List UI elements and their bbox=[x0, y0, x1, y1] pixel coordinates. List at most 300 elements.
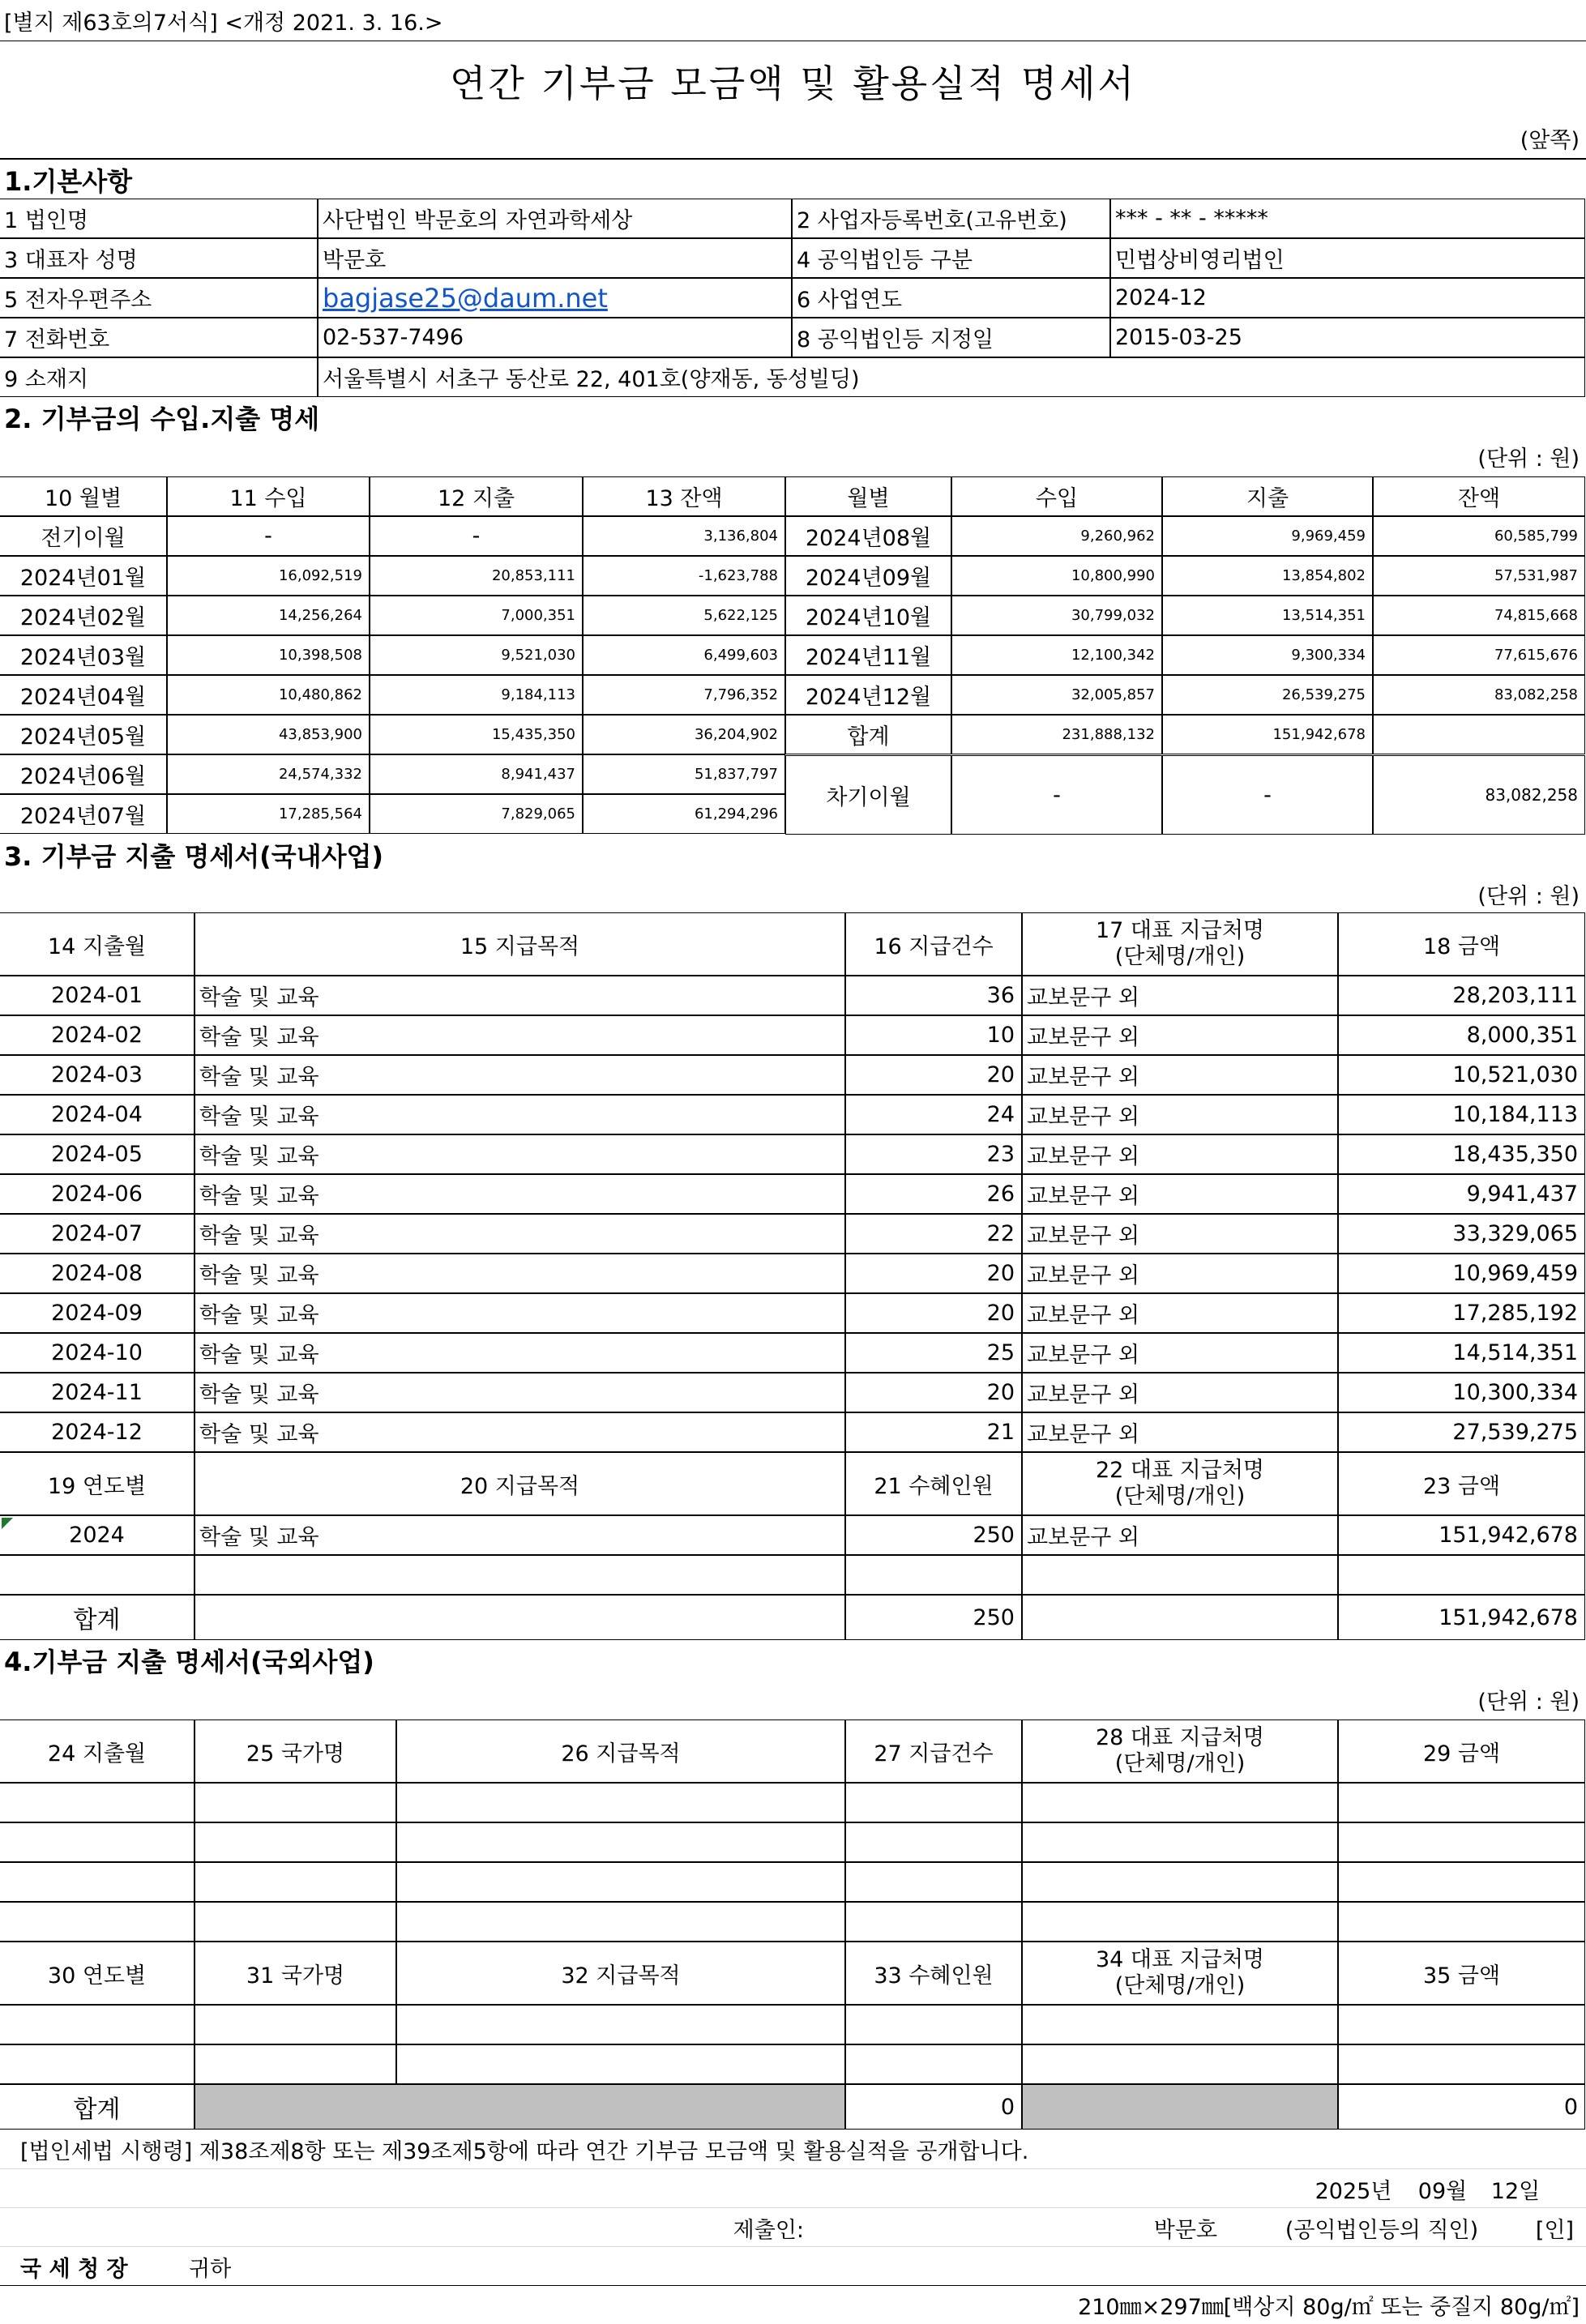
expense-payee: 교보문구 외 bbox=[1022, 976, 1338, 1015]
blank-cell bbox=[0, 1902, 195, 1942]
ledger-income: 231,888,132 bbox=[951, 715, 1162, 754]
ledger-expense: 26,539,275 bbox=[1162, 675, 1373, 715]
expense-purpose: 학술 및 교육 bbox=[195, 1412, 845, 1452]
blank-cell bbox=[1338, 2044, 1585, 2084]
blank-cell bbox=[0, 1783, 195, 1822]
section2-heading: 2. 기부금의 수입.지출 명세 bbox=[4, 404, 320, 434]
expense-amount: 14,514,351 bbox=[1338, 1333, 1585, 1373]
s3-year-head-amount: 23 금액 bbox=[1338, 1452, 1585, 1515]
table-row bbox=[0, 976, 1586, 1015]
section1-heading-row bbox=[0, 158, 1586, 200]
rep-name-value: 박문호 bbox=[318, 238, 792, 278]
carry-forward-income: - bbox=[951, 755, 1162, 835]
ledger-balance: 7,796,352 bbox=[583, 675, 785, 715]
expense-payee: 교보문구 외 bbox=[1022, 1373, 1338, 1412]
s3-head-payee-line2: (단체명/개인) bbox=[1114, 944, 1246, 969]
expense-month: 2024-02 bbox=[0, 1015, 195, 1055]
s3-year-head-year: 19 연도별 bbox=[0, 1452, 195, 1515]
s2-head-balance-2: 잔액 bbox=[1373, 476, 1585, 516]
s2-head-balance: 13 잔액 bbox=[583, 476, 785, 516]
email-label: 5 전자우편주소 bbox=[0, 278, 318, 318]
phone-value: 02-537-7496 bbox=[318, 318, 792, 357]
basic-row-2 bbox=[0, 238, 1586, 278]
ledger-income: 30,799,032 bbox=[951, 596, 1162, 635]
section3-header-row bbox=[0, 912, 1586, 976]
section1-heading: 1.기본사항 bbox=[4, 166, 133, 197]
basic-row-5 bbox=[0, 357, 1586, 397]
expense-purpose: 학술 및 교육 bbox=[195, 1214, 845, 1254]
s4-year-head-year: 30 연도별 bbox=[0, 1942, 195, 2005]
blank-row bbox=[0, 2044, 1586, 2084]
ledger-row-right bbox=[0, 635, 1586, 675]
ledger-month: 전기이월 bbox=[0, 516, 167, 556]
ledger-income: 43,853,900 bbox=[167, 715, 370, 754]
blank-cell bbox=[845, 1555, 1022, 1595]
rep-name-label: 3 대표자 성명 bbox=[0, 238, 318, 278]
carry-forward-expense: - bbox=[1162, 755, 1373, 835]
ledger-expense: 7,000,351 bbox=[370, 596, 583, 635]
recipient: 국 세 청 장 bbox=[20, 2256, 128, 2282]
date-year: 2025년 bbox=[1315, 2178, 1392, 2204]
expense-purpose: 학술 및 교육 bbox=[195, 1254, 845, 1293]
s3-head-payee bbox=[1022, 912, 1338, 976]
expense-count: 20 bbox=[845, 1254, 1022, 1293]
expense-purpose: 학술 및 교육 bbox=[195, 1293, 845, 1333]
s4-head-payee bbox=[1022, 1720, 1338, 1783]
expense-payee: 교보문구 외 bbox=[1022, 1095, 1338, 1134]
fiscal-year-value: 2024-12 bbox=[1110, 278, 1585, 318]
table-row bbox=[0, 1333, 1586, 1373]
s4-year-head-amount: 35 금액 bbox=[1338, 1942, 1585, 2005]
s4-year-head-beneficiaries: 33 수혜인원 bbox=[845, 1942, 1022, 2005]
ledger-month: 2024년10월 bbox=[785, 596, 951, 635]
expense-amount: 10,300,334 bbox=[1338, 1373, 1585, 1412]
section2-header-row bbox=[0, 476, 1586, 516]
blank-cell bbox=[845, 1862, 1022, 1902]
s4-total-row bbox=[0, 2084, 1586, 2130]
biz-no-value: *** - ** - ***** bbox=[1110, 199, 1585, 238]
s3-year-head-beneficiaries: 21 수혜인원 bbox=[845, 1452, 1022, 1515]
expense-payee: 교보문구 외 bbox=[1022, 1254, 1338, 1293]
ledger-income: 10,398,508 bbox=[167, 635, 370, 675]
table-row bbox=[0, 1293, 1586, 1333]
blank-cell bbox=[1338, 1822, 1585, 1862]
s3-year-value bbox=[0, 1515, 195, 1555]
expense-count: 20 bbox=[845, 1373, 1022, 1412]
ledger-expense: 9,521,030 bbox=[370, 635, 583, 675]
s4-head-count: 27 지급건수 bbox=[845, 1720, 1022, 1783]
ledger-expense: 7,829,065 bbox=[370, 794, 583, 834]
paper-spec-row bbox=[0, 2285, 1586, 2324]
s4-head-month: 24 지출월 bbox=[0, 1720, 195, 1783]
section4-heading: 4.기부금 지출 명세서(국외사업) bbox=[4, 1647, 374, 1677]
ledger-row-right bbox=[0, 715, 1586, 754]
shaded-cell bbox=[1022, 2084, 1338, 2130]
legal-notice: [법인세법 시행령] 제38조제8항 또는 제39조제5항에 따라 연간 기부금 모금액 및 활용실적을 공개합니다. bbox=[20, 2138, 1029, 2164]
ledger-income: 24,574,332 bbox=[167, 754, 370, 794]
ledger-income: 10,800,990 bbox=[951, 556, 1162, 596]
blank-cell bbox=[195, 1902, 396, 1942]
ledger-balance: -1,623,788 bbox=[583, 556, 785, 596]
blank-cell bbox=[845, 1783, 1022, 1822]
carry-forward-balance: 83,082,258 bbox=[1373, 755, 1585, 835]
expense-purpose: 학술 및 교육 bbox=[195, 1373, 845, 1412]
ledger-expense: 8,941,437 bbox=[370, 754, 583, 794]
corp-type-value: 민법상비영리법인 bbox=[1110, 238, 1585, 278]
s3-total-beneficiaries: 250 bbox=[845, 1595, 1022, 1640]
date-month: 09월 bbox=[1417, 2178, 1468, 2204]
section4-header-row bbox=[0, 1720, 1586, 1783]
blank-cell bbox=[195, 1862, 396, 1902]
s2-head-income: 11 수입 bbox=[167, 476, 370, 516]
expense-count: 26 bbox=[845, 1174, 1022, 1214]
table-row bbox=[0, 1055, 1586, 1095]
expense-purpose: 학술 및 교육 bbox=[195, 1095, 845, 1134]
ledger-balance bbox=[1373, 715, 1585, 754]
table-row bbox=[0, 1095, 1586, 1134]
blank-cell bbox=[195, 1555, 845, 1595]
s4-head-payee-line1: 28 대표 지급처명 bbox=[1095, 1724, 1264, 1750]
expense-amount: 9,941,437 bbox=[1338, 1174, 1585, 1214]
expense-purpose: 학술 및 교육 bbox=[195, 1055, 845, 1095]
section2-unit-row bbox=[0, 438, 1586, 475]
s4-total-beneficiaries: 0 bbox=[845, 2084, 1022, 2130]
s3-total-label: 합계 bbox=[0, 1595, 195, 1640]
blank-cell bbox=[1022, 1862, 1338, 1902]
ledger-income: 9,260,962 bbox=[951, 516, 1162, 556]
ledger-balance: 3,136,804 bbox=[583, 516, 785, 556]
expense-count: 21 bbox=[845, 1412, 1022, 1452]
expense-month: 2024-11 bbox=[0, 1373, 195, 1412]
expense-amount: 10,184,113 bbox=[1338, 1095, 1585, 1134]
expense-payee: 교보문구 외 bbox=[1022, 1333, 1338, 1373]
page-side-row bbox=[0, 120, 1586, 156]
expense-amount: 8,000,351 bbox=[1338, 1015, 1585, 1055]
table-row bbox=[0, 1254, 1586, 1293]
ledger-balance: 51,837,797 bbox=[583, 754, 785, 794]
expense-month: 2024-12 bbox=[0, 1412, 195, 1452]
section4-unit-row bbox=[0, 1681, 1586, 1718]
s3-year-head-payee-line2: (단체명/개인) bbox=[1114, 1484, 1246, 1509]
expense-payee: 교보문구 외 bbox=[1022, 1293, 1338, 1333]
s3-head-purpose: 15 지급목적 bbox=[195, 912, 845, 976]
section3-heading-row bbox=[0, 835, 1586, 875]
ledger-month: 2024년12월 bbox=[785, 675, 951, 715]
expense-count: 10 bbox=[845, 1015, 1022, 1055]
s3-year-row bbox=[0, 1515, 1586, 1555]
email-value-cell bbox=[318, 278, 792, 318]
expense-count: 36 bbox=[845, 976, 1022, 1015]
s3-year-beneficiaries: 250 bbox=[845, 1515, 1022, 1555]
submitter-label: 제출인: bbox=[733, 2217, 804, 2243]
ledger-balance: 83,082,258 bbox=[1373, 675, 1585, 715]
recipient-row bbox=[0, 2246, 1586, 2286]
blank-cell bbox=[0, 1862, 195, 1902]
ledger-expense: 151,942,678 bbox=[1162, 715, 1373, 754]
phone-label: 7 전화번호 bbox=[0, 318, 318, 357]
s3-total-amount: 151,942,678 bbox=[1338, 1595, 1585, 1640]
submitter-row bbox=[0, 2207, 1586, 2247]
expense-amount: 28,203,111 bbox=[1338, 976, 1585, 1015]
s4-year-head-payee bbox=[1022, 1942, 1338, 2005]
s2-head-month-2: 월별 bbox=[785, 476, 951, 516]
ledger-income: 10,480,862 bbox=[167, 675, 370, 715]
email-link[interactable]: bagjase25@daum.net bbox=[323, 282, 608, 314]
ledger-balance: 60,585,799 bbox=[1373, 516, 1585, 556]
table-row bbox=[0, 1174, 1586, 1214]
s3-head-payee-line1: 17 대표 지급처명 bbox=[1095, 917, 1264, 943]
date-row bbox=[0, 2168, 1586, 2208]
expense-amount: 17,285,192 bbox=[1338, 1293, 1585, 1333]
ledger-balance: 6,499,603 bbox=[583, 635, 785, 675]
ledger-expense: 15,435,350 bbox=[370, 715, 583, 754]
blank-cell bbox=[1022, 1822, 1338, 1862]
expense-count: 22 bbox=[845, 1214, 1022, 1254]
basic-row-3 bbox=[0, 278, 1586, 318]
ledger-row-right bbox=[0, 556, 1586, 596]
expense-amount: 33,329,065 bbox=[1338, 1214, 1585, 1254]
s3-year-text: 2024 bbox=[69, 1523, 125, 1548]
expense-count: 25 bbox=[845, 1333, 1022, 1373]
title-row bbox=[0, 41, 1586, 121]
blank-cell bbox=[1338, 1902, 1585, 1942]
s4-head-purpose: 26 지급목적 bbox=[396, 1720, 845, 1783]
table-row bbox=[0, 1373, 1586, 1412]
basic-row-4 bbox=[0, 318, 1586, 357]
blank-cell bbox=[845, 2044, 1022, 2084]
blank-cell bbox=[1022, 1595, 1338, 1640]
s3-blank-row bbox=[0, 1555, 1586, 1595]
expense-purpose: 학술 및 교육 bbox=[195, 976, 845, 1015]
ledger-month: 2024년11월 bbox=[785, 635, 951, 675]
expense-count: 23 bbox=[845, 1134, 1022, 1174]
expense-month: 2024-05 bbox=[0, 1134, 195, 1174]
s4-year-head-payee-line2: (단체명/개인) bbox=[1114, 1973, 1246, 1998]
ledger-income: 12,100,342 bbox=[951, 635, 1162, 675]
expense-amount: 27,539,275 bbox=[1338, 1412, 1585, 1452]
blank-cell bbox=[195, 1783, 396, 1822]
s4-year-head-country: 31 국가명 bbox=[195, 1942, 396, 2005]
blank-cell bbox=[396, 2044, 845, 2084]
s3-head-month: 14 지출월 bbox=[0, 912, 195, 976]
ledger-month: 2024년06월 bbox=[0, 754, 167, 794]
section3-heading: 3. 기부금 지출 명세서(국내사업) bbox=[4, 841, 384, 872]
form-reference: [별지 제63호의7서식] <개정 2021. 3. 16.> bbox=[4, 10, 443, 36]
ledger-income: 17,285,564 bbox=[167, 794, 370, 834]
expense-payee: 교보문구 외 bbox=[1022, 1055, 1338, 1095]
s3-head-amount: 18 금액 bbox=[1338, 912, 1585, 976]
ledger-balance: 36,204,902 bbox=[583, 715, 785, 754]
expense-month: 2024-08 bbox=[0, 1254, 195, 1293]
expense-purpose: 학술 및 교육 bbox=[195, 1333, 845, 1373]
blank-cell bbox=[1338, 1555, 1585, 1595]
blank-cell bbox=[1022, 1783, 1338, 1822]
s3-year-payee: 교보문구 외 bbox=[1022, 1515, 1338, 1555]
seal-note: (공익법인등의 직인) bbox=[1285, 2217, 1479, 2243]
s3-year-head-payee-line1: 22 대표 지급처명 bbox=[1095, 1457, 1264, 1483]
ledger-month: 2024년03월 bbox=[0, 635, 167, 675]
biz-no-label: 2 사업자등록번호(고유번호) bbox=[792, 199, 1110, 238]
section4-unit: (단위 : 원) bbox=[1477, 1689, 1580, 1715]
ledger-balance: 74,815,668 bbox=[1373, 596, 1585, 635]
blank-cell bbox=[396, 1862, 845, 1902]
ledger-expense: - bbox=[370, 516, 583, 556]
expense-month: 2024-07 bbox=[0, 1214, 195, 1254]
corp-name-value: 사단법인 박문호의 자연과학세상 bbox=[318, 199, 792, 238]
section4-heading-row bbox=[0, 1640, 1586, 1681]
section3-year-header-row bbox=[0, 1452, 1586, 1515]
blank-cell bbox=[0, 1822, 195, 1862]
blank-row bbox=[0, 1862, 1586, 1902]
blank-cell bbox=[1022, 1902, 1338, 1942]
expense-month: 2024-01 bbox=[0, 976, 195, 1015]
section3-unit: (단위 : 원) bbox=[1477, 883, 1580, 909]
carry-forward-label: 차기이월 bbox=[785, 755, 951, 835]
s3-total-row bbox=[0, 1595, 1586, 1640]
blank-cell bbox=[396, 2005, 845, 2044]
expense-payee: 교보문구 외 bbox=[1022, 1174, 1338, 1214]
designation-date-value: 2015-03-25 bbox=[1110, 318, 1585, 357]
notice-row bbox=[0, 2130, 1586, 2168]
date-day: 12일 bbox=[1490, 2178, 1541, 2204]
s3-year-purpose: 학술 및 교육 bbox=[195, 1515, 845, 1555]
blank-cell bbox=[195, 1595, 845, 1640]
s4-year-head-purpose: 32 지급목적 bbox=[396, 1942, 845, 2005]
blank-row bbox=[0, 1783, 1586, 1822]
expense-month: 2024-06 bbox=[0, 1174, 195, 1214]
ledger-balance: 5,622,125 bbox=[583, 596, 785, 635]
blank-cell bbox=[195, 2044, 396, 2084]
blank-cell bbox=[1338, 1783, 1585, 1822]
expense-payee: 교보문구 외 bbox=[1022, 1015, 1338, 1055]
expense-payee: 교보문구 외 bbox=[1022, 1412, 1338, 1452]
blank-cell bbox=[0, 1555, 195, 1595]
blank-cell bbox=[1338, 1862, 1585, 1902]
expense-month: 2024-10 bbox=[0, 1333, 195, 1373]
form-ref-row bbox=[0, 0, 1586, 41]
ledger-expense: 13,854,802 bbox=[1162, 556, 1373, 596]
blank-row bbox=[0, 1822, 1586, 1862]
s4-year-head-payee-line1: 34 대표 지급처명 bbox=[1095, 1946, 1264, 1972]
expense-amount: 18,435,350 bbox=[1338, 1134, 1585, 1174]
ledger-expense: 20,853,111 bbox=[370, 556, 583, 596]
s2-head-expense-2: 지출 bbox=[1162, 476, 1373, 516]
expense-month: 2024-09 bbox=[0, 1293, 195, 1333]
expense-payee: 교보문구 외 bbox=[1022, 1214, 1338, 1254]
expense-month: 2024-03 bbox=[0, 1055, 195, 1095]
expense-amount: 10,521,030 bbox=[1338, 1055, 1585, 1095]
s4-head-country: 25 국가명 bbox=[195, 1720, 396, 1783]
ledger-row-right bbox=[0, 675, 1586, 715]
ledger-income: 16,092,519 bbox=[167, 556, 370, 596]
recipient-suffix: 귀하 bbox=[189, 2256, 232, 2282]
expense-amount: 10,969,459 bbox=[1338, 1254, 1585, 1293]
ledger-balance: 77,615,676 bbox=[1373, 635, 1585, 675]
ledger-month: 2024년04월 bbox=[0, 675, 167, 715]
form-title: 연간 기부금 모금액 및 활용실적 명세서 bbox=[449, 62, 1137, 105]
blank-cell bbox=[195, 2005, 396, 2044]
table-row bbox=[0, 1412, 1586, 1452]
blank-cell bbox=[1022, 2044, 1338, 2084]
blank-cell bbox=[0, 2044, 195, 2084]
ledger-month: 2024년02월 bbox=[0, 596, 167, 635]
blank-cell bbox=[1022, 2005, 1338, 2044]
expense-payee: 교보문구 외 bbox=[1022, 1134, 1338, 1174]
ledger-row-right bbox=[0, 596, 1586, 635]
blank-cell bbox=[396, 1783, 845, 1822]
expense-count: 20 bbox=[845, 1293, 1022, 1333]
blank-cell bbox=[845, 1902, 1022, 1942]
s2-head-income-2: 수입 bbox=[951, 476, 1162, 516]
ledger-month: 합계 bbox=[785, 715, 951, 754]
ledger-income: 14,256,264 bbox=[167, 596, 370, 635]
address-value: 서울특별시 서초구 동산로 22, 401호(양재동, 동성빌딩) bbox=[318, 357, 1585, 397]
s3-year-head-purpose: 20 지급목적 bbox=[195, 1452, 845, 1515]
corp-type-label: 4 공익법인등 구분 bbox=[792, 238, 1110, 278]
s2-head-month: 10 월별 bbox=[0, 476, 167, 516]
fiscal-year-label: 6 사업연도 bbox=[792, 278, 1110, 318]
ledger-month: 2024년07월 bbox=[0, 794, 167, 834]
s2-head-expense: 12 지출 bbox=[370, 476, 583, 516]
blank-row bbox=[0, 2005, 1586, 2044]
ledger-expense: 9,184,113 bbox=[370, 675, 583, 715]
section3-unit-row bbox=[0, 875, 1586, 912]
ledger-expense: 9,969,459 bbox=[1162, 516, 1373, 556]
shaded-cell bbox=[195, 2084, 845, 2130]
ledger-month: 2024년01월 bbox=[0, 556, 167, 596]
table-row bbox=[0, 1134, 1586, 1174]
ledger-month: 2024년05월 bbox=[0, 715, 167, 754]
expense-count: 20 bbox=[845, 1055, 1022, 1095]
ledger-expense: 9,300,334 bbox=[1162, 635, 1373, 675]
table-row bbox=[0, 1015, 1586, 1055]
blank-cell bbox=[1338, 2005, 1585, 2044]
expense-count: 24 bbox=[845, 1095, 1022, 1134]
seal-mark: [인] bbox=[1535, 2217, 1575, 2243]
blank-cell bbox=[0, 2005, 195, 2044]
ledger-row-right bbox=[0, 516, 1586, 556]
ledger-balance: 57,531,987 bbox=[1373, 556, 1585, 596]
s4-total-label: 합계 bbox=[0, 2084, 195, 2130]
blank-cell bbox=[195, 1822, 396, 1862]
ledger-income: - bbox=[167, 516, 370, 556]
green-corner-marker bbox=[2, 1518, 13, 1529]
ledger-income: 32,005,857 bbox=[951, 675, 1162, 715]
s3-head-count: 16 지급건수 bbox=[845, 912, 1022, 976]
blank-cell bbox=[845, 1822, 1022, 1862]
ledger-month: 2024년08월 bbox=[785, 516, 951, 556]
submitter-name: 박문호 bbox=[1153, 2217, 1217, 2243]
expense-purpose: 학술 및 교육 bbox=[195, 1134, 845, 1174]
designation-date-label: 8 공익법인등 지정일 bbox=[792, 318, 1110, 357]
basic-row-1 bbox=[0, 199, 1586, 238]
page-side: (앞쪽) bbox=[1520, 128, 1580, 153]
section4-year-header-row bbox=[0, 1942, 1586, 2005]
expense-purpose: 학술 및 교육 bbox=[195, 1174, 845, 1214]
ledger-balance: 61,294,296 bbox=[583, 794, 785, 834]
s4-head-amount: 29 금액 bbox=[1338, 1720, 1585, 1783]
ledger-expense: 13,514,351 bbox=[1162, 596, 1373, 635]
s4-total-amount: 0 bbox=[1338, 2084, 1585, 2130]
s4-head-payee-line2: (단체명/개인) bbox=[1114, 1751, 1246, 1776]
table-row bbox=[0, 1214, 1586, 1254]
s3-year-amount: 151,942,678 bbox=[1338, 1515, 1585, 1555]
expense-month: 2024-04 bbox=[0, 1095, 195, 1134]
address-label: 9 소재지 bbox=[0, 357, 318, 397]
section2-unit: (단위 : 원) bbox=[1477, 446, 1580, 472]
corp-name-label: 1 법인명 bbox=[0, 199, 318, 238]
blank-cell bbox=[396, 1902, 845, 1942]
